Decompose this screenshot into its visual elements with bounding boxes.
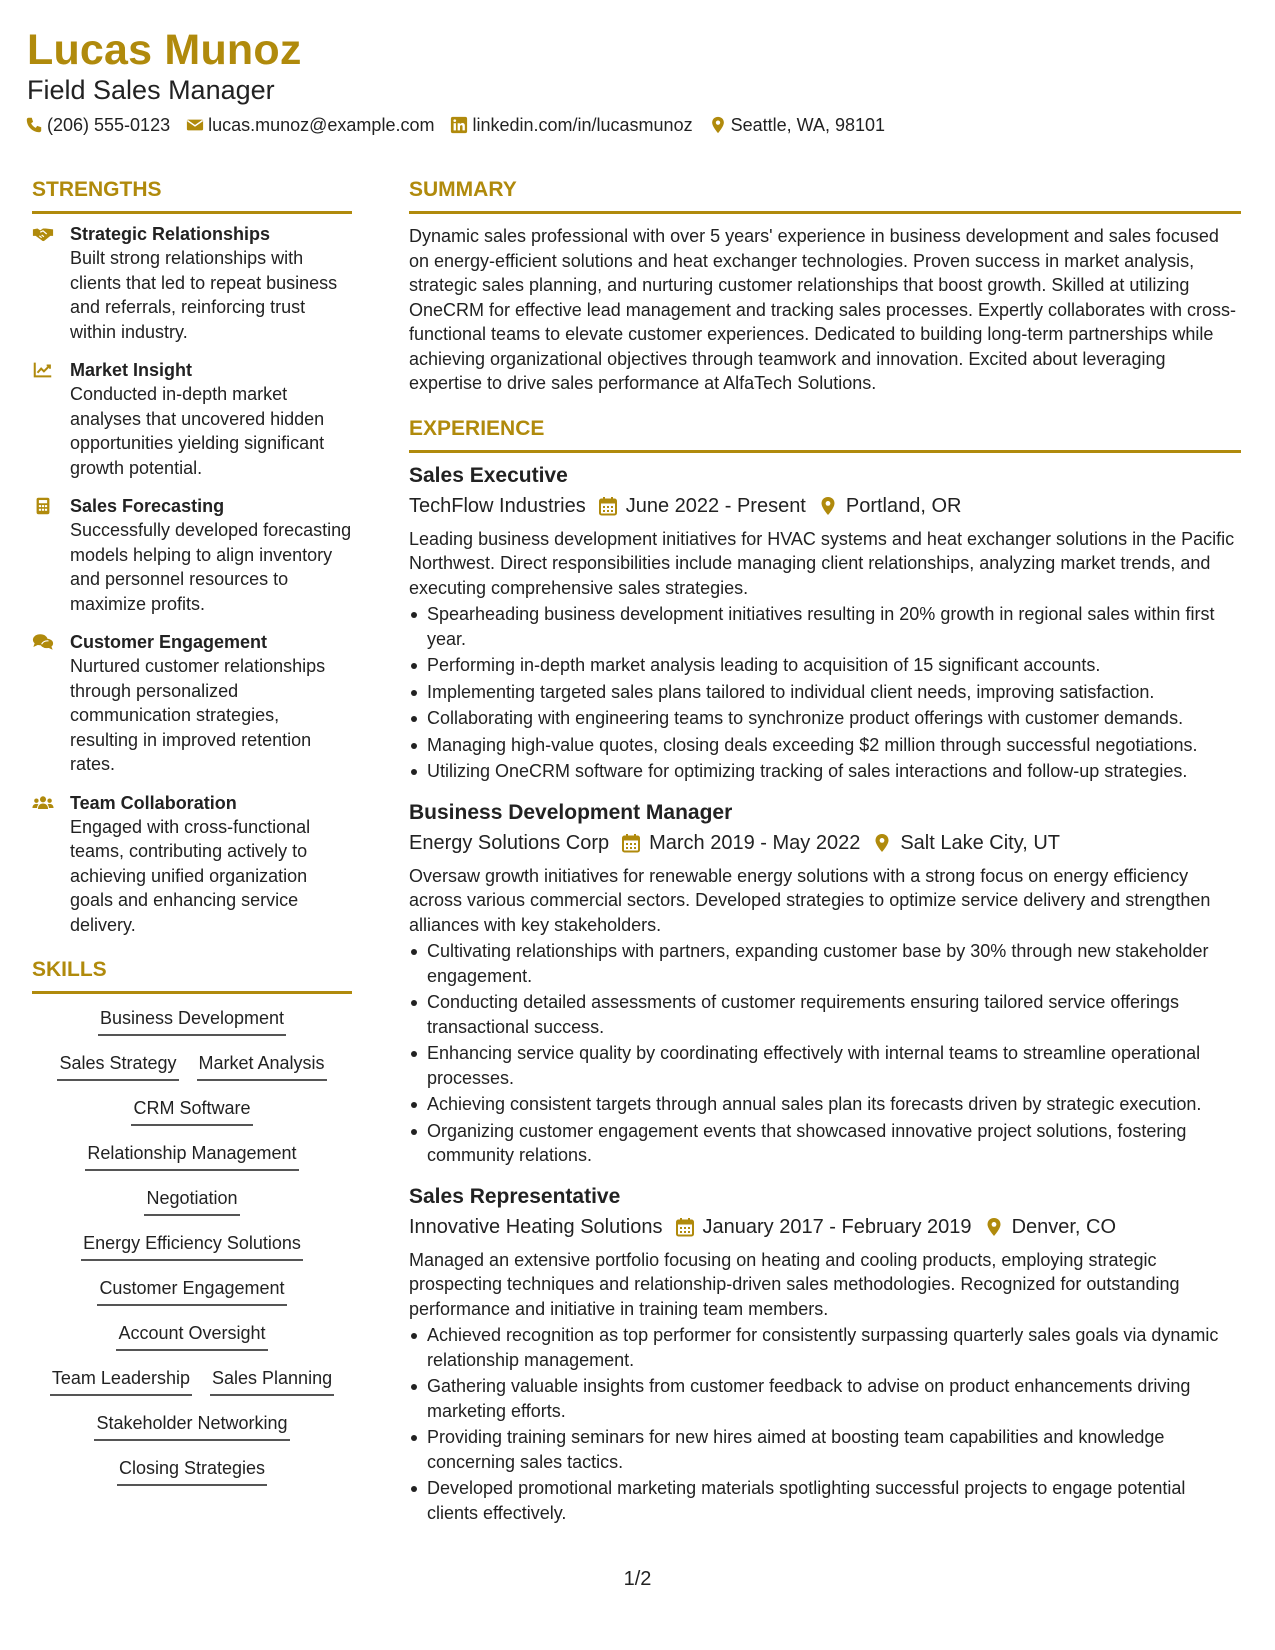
contact-location-text: Seattle, WA, 98101	[730, 114, 886, 135]
job-title: Sales Executive	[409, 463, 568, 487]
calendar-icon	[598, 496, 618, 516]
skills-heading: SKILLS	[32, 955, 352, 994]
calendar-icon	[621, 833, 641, 853]
skill-tag: Customer Engagement	[97, 1276, 286, 1306]
job-description: Managed an extensive portfolio focusing on heating and cooling products, employing strategic prospecting techniques and relationship-driven sales methodologies. Recognized for outstanding performance and initiative in training team members.	[409, 1249, 1180, 1319]
job-bullet: Enhancing service quality by coordinating effectively with internal teams to streamline operational processes.	[409, 1041, 1241, 1090]
contact-linkedin[interactable]	[450, 115, 692, 136]
job-entry	[409, 798, 1241, 1168]
contact-bar	[25, 112, 901, 138]
job-bullet: Implementing targeted sales plans tailored to individual client needs, improving satisfaction.	[409, 680, 1241, 705]
job-bullet: Gathering valuable insights from customer feedback to advise on product enhancements driving marketing efforts.	[409, 1374, 1241, 1423]
skills-list	[32, 1006, 352, 1501]
skill-tag: Market Analysis	[197, 1051, 327, 1081]
strength-item	[32, 358, 352, 480]
job-dates: March 2019 - May 2022	[649, 831, 861, 854]
strength-title: Market Insight	[70, 360, 193, 380]
job-bullets	[409, 939, 1241, 1168]
contact-phone	[25, 115, 170, 136]
job-bullet: Spearheading business development initiatives resulting in 20% growth in regional sales within first year.	[409, 602, 1241, 651]
job-dates: January 2017 - February 2019	[702, 1215, 972, 1238]
job-title: Sales Representative	[409, 1184, 621, 1208]
job-entry	[409, 1182, 1241, 1526]
contact-email[interactable]	[186, 115, 434, 136]
contact-email-text[interactable]: lucas.munoz@example.com	[208, 114, 435, 135]
job-location: Salt Lake City, UT	[900, 831, 1061, 854]
summary-heading: SUMMARY	[409, 175, 1241, 214]
strength-desc: Conducted in-depth market analyses that uncovered hidden opportunities yielding significant growth potential.	[70, 384, 325, 478]
job-company: Energy Solutions Corp	[409, 831, 610, 854]
job-bullet: Conducting detailed assessments of customer requirements ensuring tailored service offerings transactional success.	[409, 990, 1241, 1039]
skill-row	[32, 1456, 352, 1501]
job-dates: June 2022 - Present	[625, 494, 806, 517]
skill-row	[32, 1321, 352, 1366]
job-bullet: Organizing customer engagement events that showcased innovative project solutions, fostering community relations.	[409, 1119, 1241, 1168]
skill-tag: Business Development	[98, 1006, 286, 1036]
skill-tag: Relationship Management	[85, 1141, 298, 1171]
chart-line-icon	[32, 360, 54, 380]
skill-tag: Team Leadership	[50, 1366, 192, 1396]
skill-tag: Sales Strategy	[57, 1051, 178, 1081]
job-meta	[409, 491, 1241, 521]
strength-item	[32, 791, 352, 938]
job-meta	[409, 1212, 1241, 1242]
skill-tag: Account Oversight	[116, 1321, 267, 1351]
candidate-role: Field Sales Manager	[27, 75, 275, 105]
job-location: Denver, CO	[1011, 1215, 1117, 1238]
job-bullet: Achieving consistent targets through annual sales plan its forecasts driven by strategic execution.	[409, 1092, 1241, 1117]
contact-location	[709, 115, 885, 136]
skill-row	[32, 1006, 352, 1051]
strength-title: Customer Engagement	[70, 632, 268, 652]
strength-title: Strategic Relationships	[70, 224, 271, 244]
job-bullet: Providing training seminars for new hires aimed at boosting team capabilities and knowledge concerning sales tactics.	[409, 1425, 1241, 1474]
skill-row	[32, 1276, 352, 1321]
experience-heading: EXPERIENCE	[409, 414, 1241, 453]
skill-row	[32, 1096, 352, 1141]
summary-text: Dynamic sales professional with over 5 years' experience in business development and sales focused on energy-efficient solutions and heat exchanger technologies. Proven success in market analysis, strategic sales planning, and nurturing customer relationships that boost growth. Skilled at utilizing OneCRM for effective lead management and tracking sales processes. Expertly collaborates with cross-functional teams to elevate customer experiences. Dedicated to building long-term partnerships while achieving organizational objectives through teamwork and innovation. Excited about leveraging expertise to drive sales performance at AlfaTech Solutions.	[409, 226, 1237, 393]
job-entry	[409, 461, 1241, 784]
job-description: Oversaw growth initiatives for renewable energy solutions with a strong focus on energy efficiency across various commercial sectors. Developed strategies to optimize service delivery and strengthen alliances with key stakeholders.	[409, 865, 1211, 935]
map-pin-icon	[984, 1217, 1004, 1237]
strengths-heading: STRENGTHS	[32, 175, 352, 214]
candidate-name: Lucas Munoz	[27, 26, 302, 74]
job-bullet: Utilizing OneCRM software for optimizing tracking of sales interactions and follow-up strategies.	[409, 759, 1241, 784]
job-description: Leading business development initiatives for HVAC systems and heat exchanger solutions in the Pacific Northwest. Direct responsibilities include managing client relationships, analyzing market trends, and executing comprehensive sales strategies.	[409, 528, 1235, 598]
job-bullet: Achieved recognition as top performer for consistently surpassing quarterly sales goals via dynamic relationship management.	[409, 1323, 1241, 1372]
skill-tag: Energy Efficiency Solutions	[81, 1231, 303, 1261]
job-company: Innovative Heating Solutions	[409, 1215, 663, 1238]
job-bullet: Collaborating with engineering teams to synchronize product offerings with customer demands.	[409, 706, 1241, 731]
map-pin-icon	[818, 496, 838, 516]
skill-row	[32, 1051, 352, 1096]
linkedin-icon	[450, 116, 468, 134]
job-bullet: Managing high-value quotes, closing deals exceeding $2 million through successful negotiations.	[409, 733, 1241, 758]
skill-row	[32, 1186, 352, 1231]
skill-tag: Stakeholder Networking	[94, 1411, 289, 1441]
calculator-icon	[32, 496, 54, 516]
users-icon	[32, 793, 54, 813]
map-pin-icon	[709, 116, 727, 134]
job-bullets	[409, 1323, 1241, 1525]
handshake-icon	[32, 224, 54, 244]
calendar-icon	[675, 1217, 695, 1237]
map-pin-icon	[872, 833, 892, 853]
job-title: Business Development Manager	[409, 800, 733, 824]
strength-item	[32, 630, 352, 777]
skill-row	[32, 1411, 352, 1456]
skill-row	[32, 1231, 352, 1276]
contact-phone-text: (206) 555-0123	[47, 114, 171, 135]
contact-linkedin-text[interactable]: linkedin.com/in/lucasmunoz	[472, 114, 693, 135]
right-column	[409, 175, 1241, 1539]
job-bullet: Cultivating relationships with partners, expanding customer base by 30% through new stakeholder engagement.	[409, 939, 1241, 988]
job-meta	[409, 828, 1241, 858]
skill-row	[32, 1141, 352, 1186]
skill-tag: Closing Strategies	[117, 1456, 267, 1486]
job-location: Portland, OR	[845, 494, 962, 517]
envelope-icon	[186, 116, 204, 134]
strength-item	[32, 222, 352, 344]
skill-tag: Negotiation	[144, 1186, 239, 1216]
job-company: TechFlow Industries	[409, 494, 586, 517]
skill-tag: Sales Planning	[210, 1366, 334, 1396]
comments-icon	[32, 632, 54, 652]
strength-desc: Built strong relationships with clients that led to repeat business and referrals, reinforcing trust within industry.	[70, 248, 338, 342]
job-bullet: Performing in-depth market analysis leading to acquisition of 15 significant accounts.	[409, 653, 1241, 678]
strength-desc: Nurtured customer relationships through personalized communication strategies, resulting in improved retention rates.	[70, 656, 326, 774]
skill-row	[32, 1366, 352, 1411]
strength-item	[32, 494, 352, 616]
left-column	[32, 175, 352, 1501]
strength-title: Sales Forecasting	[70, 496, 225, 516]
page-number: 1/2	[623, 1568, 652, 1590]
strength-desc: Successfully developed forecasting models helping to align inventory and personnel resources to maximize profits.	[70, 520, 352, 614]
phone-icon	[25, 116, 43, 134]
job-bullet: Developed promotional marketing materials spotlighting successful projects to engage potential clients effectively.	[409, 1476, 1241, 1525]
skill-tag: CRM Software	[131, 1096, 252, 1126]
strength-desc: Engaged with cross-functional teams, contributing actively to achieving unified organization goals and enhancing service delivery.	[70, 816, 311, 935]
job-bullets	[409, 602, 1241, 784]
strength-title: Team Collaboration	[70, 792, 237, 813]
